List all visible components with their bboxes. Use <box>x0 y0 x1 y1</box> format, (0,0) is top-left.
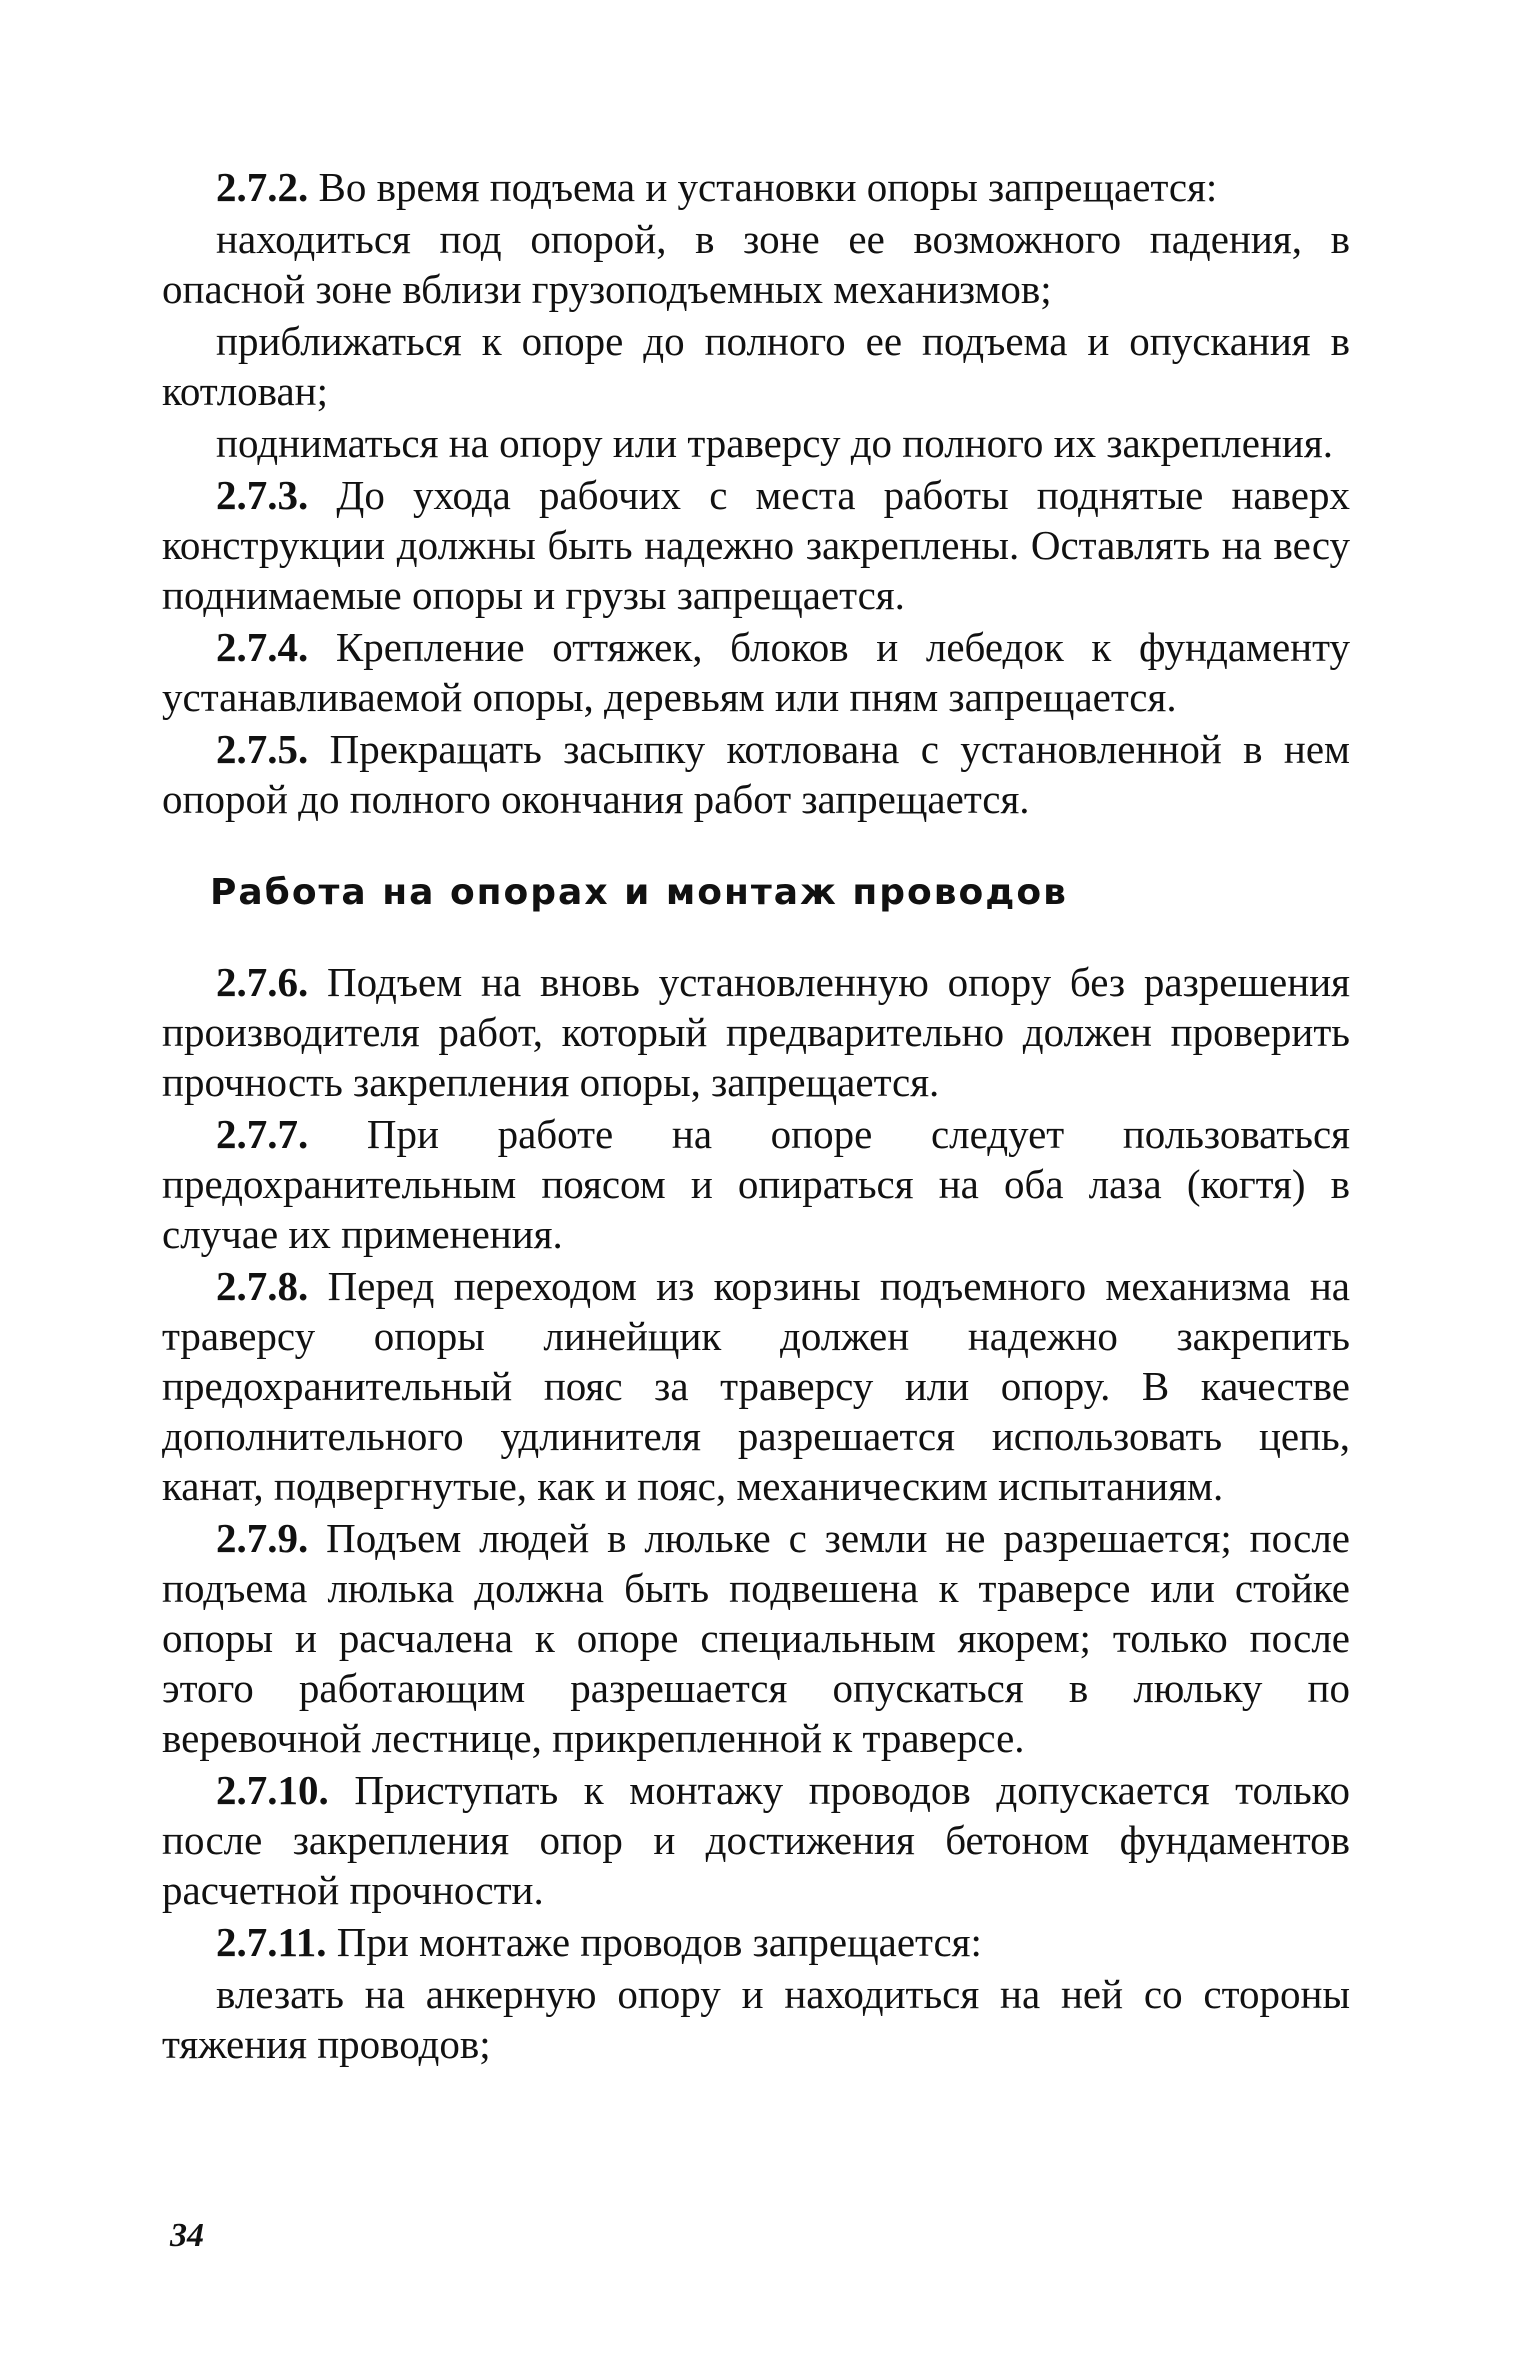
paragraph-list-item: влезать на анкерную опору и находиться на ней со стороны тяжения проводов; <box>162 1971 1350 2067</box>
paragraph-2-7-6: 2.7.6. Подъем на вновь установленную опору без разрешения производителя работ, который предварительно должен проверить прочность закрепления опоры, запрещается. <box>162 959 1350 1105</box>
page-body <box>162 162 1350 2071</box>
paragraph-2-7-3: 2.7.3. До ухода рабочих с места работы поднятые наверх конструкции должны быть надежно закреплены. Оставлять на весу поднимаемые опоры и грузы запрещается. <box>162 472 1350 618</box>
paragraph-2-7-8: 2.7.8. Перед переходом из корзины подъемного механизма на траверсу опоры линейщик должен надежно закрепить предохранительный пояс за траверсу или опору. В качестве дополнительного удлинителя разрешается использовать цепь, канат, подвергнутые, как и пояс, механическим испытаниям. <box>162 1263 1350 1509</box>
paragraph-list-item: находиться под опорой, в зоне ее возможного падения, в опасной зоне вблизи грузоподъемных механизмов; <box>162 216 1350 312</box>
paragraph-2-7-10: 2.7.10. Приступать к монтажу проводов допускается только после закрепления опор и достижения бетоном фундаментов расчетной прочности. <box>162 1767 1350 1913</box>
paragraph-2-7-4: 2.7.4. Крепление оттяжек, блоков и лебедок к фундаменту устанавливаемой опоры, деревьям или пням запрещается. <box>162 624 1350 720</box>
paragraph-2-7-7: 2.7.7. При работе на опоре следует пользоваться предохранительным поясом и опираться на оба лаза (когтя) в случае их применения. <box>162 1111 1350 1257</box>
section-heading: Работа на опорах и монтаж проводов <box>210 872 1068 913</box>
paragraph-2-7-11: 2.7.11. При монтаже проводов запрещается: <box>216 1919 982 1965</box>
paragraph-list-item: подниматься на опору или траверсу до полного их закрепления. <box>216 420 1333 466</box>
paragraph-list-item: приближаться к опоре до полного ее подъема и опускания в котлован; <box>162 318 1350 414</box>
paragraph-2-7-5: 2.7.5. Прекращать засыпку котлована с установленной в нем опорой до полного окончания работ запрещается. <box>162 726 1350 822</box>
paragraph-2-7-2: 2.7.2. Во время подъема и установки опоры запрещается: <box>216 164 1218 210</box>
page-number: 34 <box>170 2217 204 2254</box>
paragraph-2-7-9: 2.7.9. Подъем людей в люльке с земли не разрешается; после подъема люлька должна быть подвешена к траверсе или стойке опоры и расчалена к опоре специальным якорем; только после этого работающим разрешается опускаться в люльку по веревочной лестнице, прикрепленной к траверсе. <box>162 1515 1350 1761</box>
